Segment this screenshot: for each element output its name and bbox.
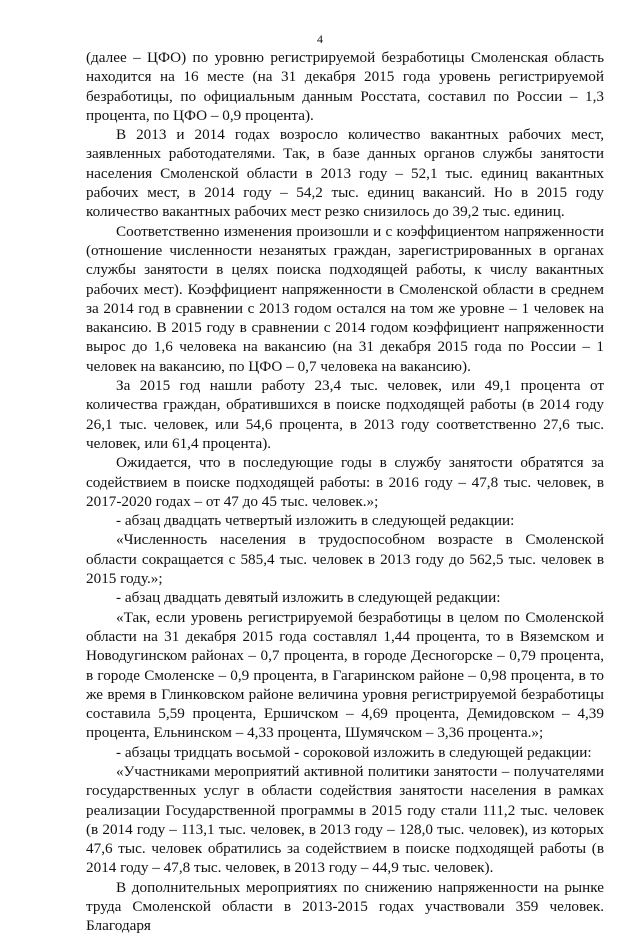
paragraph: - абзац двадцать четвертый изложить в следующей редакции: xyxy=(116,512,515,530)
paragraph: - абзацы тридцать восьмой - сороковой изложить в следующей редакции: xyxy=(116,743,592,761)
page-number: 4 xyxy=(317,32,323,46)
paragraph: «Численность населения в трудоспособном возрасте в Смоленской области сокращается с 585,4 тыс. человек в 2013 году до 562,5 тыс. человек в 2015 году.»; xyxy=(86,531,604,588)
paragraph: Ожидается, что в последующие годы в службу занятости обратятся за содействием в поиске подходящей работы: в 2016 году – 47,8 тыс. человек, в 2017-2020 годах – от 47 до 45 тыс. человек.»; xyxy=(86,454,604,510)
paragraph: «Так, если уровень регистрируемой безработицы в целом по Смоленской области на 31 декабря 2015 года составлял 1,44 процента, то в Вяземском и Новодугинском районах – 0,7 процента, в городе Десногорске – 0,79 процента, в городе Смоленске – 0,9 процента, в Гагаринском районе – 0,98 процента, в то же время в Глинковском районе величина уровня регистрируемой безработицы составила 5,59 процента, Ершичском – 4,69 процента, Демидовском – 4,39 процента, Ельнинском – 4,33 процента, Шумячском – 3,36 процента.»; xyxy=(86,608,604,742)
paragraph: За 2015 год нашли работу 23,4 тыс. человек, или 49,1 процента от количества граждан, обратившихся в поиске подходящей работы (в 2014 году 26,1 тыс. человек, или 54,6 процента, в 2013 году соответственно 27,6 тыс. человек, или 61,4 процента). xyxy=(86,377,604,452)
paragraph: В дополнительных мероприятиях по снижению напряженности на рынке труда Смоленской области в 2013-2015 годах участвовали 359 человек. Благодаря xyxy=(86,878,604,935)
paragraph: (далее – ЦФО) по уровню регистрируемой безработицы Смоленская область находится на 16 месте (на 31 декабря 2015 года уровень регистрируемой безработицы, по официальным данным Росстата, составил по России – 1,3 процента, по ЦФО – 0,9 процента). xyxy=(86,49,604,124)
paragraph: Соответственно изменения произошли и с коэффициентом напряженности (отношение численности незанятых граждан, зарегистрированных в органах службы занятости в целях поиска подходящей работы, к числу вакантных рабочих мест). Коэффициент напряженности в Смоленской области в среднем за 2014 год в сравнении с 2013 годом остался на том же уровне – 1 человек на вакансию. В 2015 году в сравнении с 2014 годом коэффициент напряженности вырос до 1,6 человека на вакансию (на 31 декабря 2015 года по России – 1 человек на вакансию, по ЦФО – 0,7 человека на вакансию). xyxy=(86,222,604,375)
paragraph: «Участниками мероприятий активной политики занятости – получателями государственных услуг в области содействия занятости населения в рамках реализации Государственной программы в 2015 году стали 111,2 тыс. человек (в 2014 году – 113,1 тыс. человек, в 2013 году – 128,0 тыс. человек), из которых 47,6 тыс. человек обратились за содействием в поиске подходящей работы (в 2014 году – 47,8 тыс. человек, в 2013 году – 44,9 тыс. человек). xyxy=(86,762,604,877)
paragraph: В 2013 и 2014 годах возросло количество вакантных рабочих мест, заявленных работодателями. Так, в базе данных органов службы занятости населения Смоленской области в 2013 году – 52,1 тыс. единиц вакантных рабочих мест, в 2014 году – 54,2 тыс. единиц вакансий. Но в 2015 году количество вакантных рабочих мест резко снизилось до 39,2 тыс. единиц. xyxy=(86,126,604,221)
paragraph: - абзац двадцать девятый изложить в следующей редакции: xyxy=(116,589,501,607)
document-body xyxy=(86,48,604,936)
